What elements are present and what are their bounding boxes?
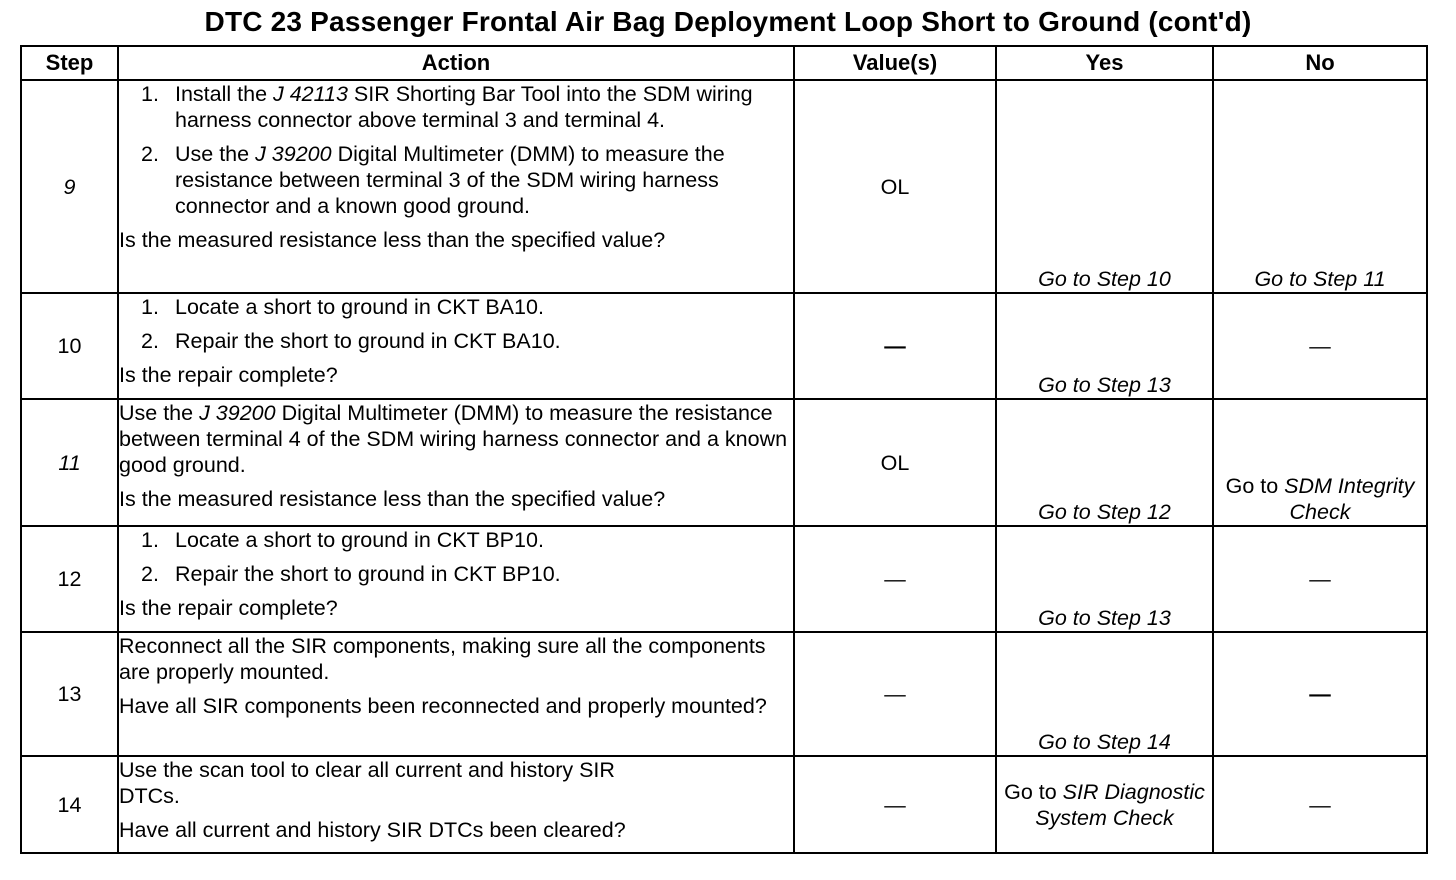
- yes-link[interactable]: Go to Step 13: [1038, 606, 1171, 630]
- no-dash: —: [1309, 334, 1331, 358]
- substep-text: Digital Multimeter (DMM) to measure the resistance between terminal 3 of the SDM wiring harness connector and a known good ground.: [175, 142, 725, 218]
- question-text: Is the repair complete?: [119, 596, 338, 620]
- substep-list: [119, 81, 793, 219]
- action-cell: [118, 399, 794, 526]
- substep-number: 2.: [141, 329, 159, 353]
- no-dash: —: [1309, 682, 1331, 706]
- step-number: 13: [21, 632, 118, 756]
- step-number: 14: [21, 756, 118, 853]
- table-row: [21, 293, 1427, 399]
- action-text-part: Use the: [119, 401, 200, 425]
- question-text: Is the measured resistance less than the specified value?: [119, 228, 666, 252]
- page-title: DTC 23 Passenger Frontal Air Bag Deployment Loop Short to Ground (cont'd): [204, 6, 1252, 37]
- step-number: 9: [21, 80, 118, 293]
- step-number: 12: [21, 526, 118, 632]
- yes-link[interactable]: Go to Step 13: [1038, 373, 1171, 397]
- table-row: [21, 80, 1427, 293]
- yes-link[interactable]: Go to Step 14: [1038, 730, 1171, 754]
- question-text: Have all SIR components been reconnected and properly mounted?: [119, 694, 767, 718]
- tool-reference: J 39200: [255, 142, 332, 166]
- substep-text: Repair the short to ground in CKT BP10.: [175, 562, 561, 586]
- sdm-integrity-check-link[interactable]: SDM Integrity Check: [1284, 474, 1415, 524]
- value-cell: OL: [794, 399, 996, 526]
- action-text-part: Digital Multimeter (DMM) to measure the resistance between terminal 4 of the SDM wiring harness connector and a known good ground.: [119, 401, 788, 477]
- value-cell: —: [794, 526, 996, 632]
- value-cell: [794, 293, 996, 399]
- substep: [119, 561, 793, 587]
- substep-text: Locate a short to ground in CKT BA10.: [175, 295, 544, 319]
- value-cell: —: [794, 632, 996, 756]
- substep-list: [119, 294, 793, 354]
- yes-text-prefix: Go to: [1004, 779, 1063, 804]
- action-cell: [118, 80, 794, 293]
- tool-reference: J 42113: [273, 82, 348, 106]
- substep-text: Repair the short to ground in CKT BA10.: [175, 329, 561, 353]
- action-cell: [118, 632, 794, 756]
- yes-cell: [996, 293, 1213, 399]
- action-text: Reconnect all the SIR components, making sure all the components are properly mounted.: [119, 634, 766, 684]
- substep-number: 2.: [141, 142, 159, 166]
- no-link[interactable]: Go to Step 11: [1254, 267, 1386, 291]
- table-row: [21, 399, 1427, 526]
- header-no: No: [1213, 46, 1427, 80]
- no-text-prefix: Go to: [1225, 474, 1285, 498]
- substep: [119, 294, 793, 320]
- substep-text: Use the: [175, 142, 256, 166]
- action-cell: [118, 293, 794, 399]
- action-cell: [118, 526, 794, 632]
- yes-cell: [996, 399, 1213, 526]
- no-cell: [1213, 293, 1427, 399]
- substep-number: 2.: [141, 562, 159, 586]
- header-yes: Yes: [996, 46, 1213, 80]
- yes-link[interactable]: Go to Step 10: [1038, 267, 1171, 291]
- table-row: [21, 526, 1427, 632]
- step-number: 11: [21, 399, 118, 526]
- yes-link[interactable]: Go to Step 12: [1038, 500, 1171, 524]
- action-text: [119, 400, 793, 478]
- yes-cell: [996, 756, 1213, 853]
- header-action: Action: [118, 46, 794, 80]
- question-text: Is the measured resistance less than the specified value?: [119, 487, 666, 511]
- substep-number: 1.: [141, 295, 159, 319]
- value-cell: OL: [794, 80, 996, 293]
- header-step: Step: [21, 46, 118, 80]
- yes-cell: [996, 632, 1213, 756]
- substep-list: [119, 527, 793, 587]
- substep: [119, 141, 793, 219]
- tool-reference: J 39200: [199, 401, 276, 425]
- question-text: Is the repair complete?: [119, 363, 338, 387]
- substep-number: 1.: [141, 82, 159, 106]
- substep: [119, 527, 793, 553]
- value-cell: —: [794, 756, 996, 853]
- yes-cell: [996, 526, 1213, 632]
- action-text: Use the scan tool to clear all current and history SIR DTCs.: [119, 758, 615, 808]
- action-cell: [118, 756, 794, 853]
- header-values: Value(s): [794, 46, 996, 80]
- substep-text: Locate a short to ground in CKT BP10.: [175, 528, 544, 552]
- question-text: Have all current and history SIR DTCs been cleared?: [119, 818, 626, 842]
- substep: [119, 81, 793, 133]
- diagnostic-table: [20, 45, 1428, 854]
- no-cell: [1213, 399, 1427, 526]
- yes-cell: [996, 80, 1213, 293]
- header-row: [21, 46, 1427, 80]
- no-cell: —: [1213, 526, 1427, 632]
- substep: [119, 328, 793, 354]
- substep-number: 1.: [141, 528, 159, 552]
- table-row: [21, 632, 1427, 756]
- no-cell: [1213, 80, 1427, 293]
- substep-text: SIR Shorting Bar Tool into the SDM wiring harness connector above terminal 3 and terminal 4.: [175, 82, 753, 132]
- no-cell: —: [1213, 756, 1427, 853]
- substep-text: Install the: [175, 82, 273, 106]
- no-cell: [1213, 632, 1427, 756]
- sir-diagnostic-system-check-link[interactable]: SIR Diagnostic System Check: [1035, 779, 1205, 830]
- table-row: [21, 756, 1427, 853]
- value-dash: —: [884, 334, 906, 358]
- step-number: 10: [21, 293, 118, 399]
